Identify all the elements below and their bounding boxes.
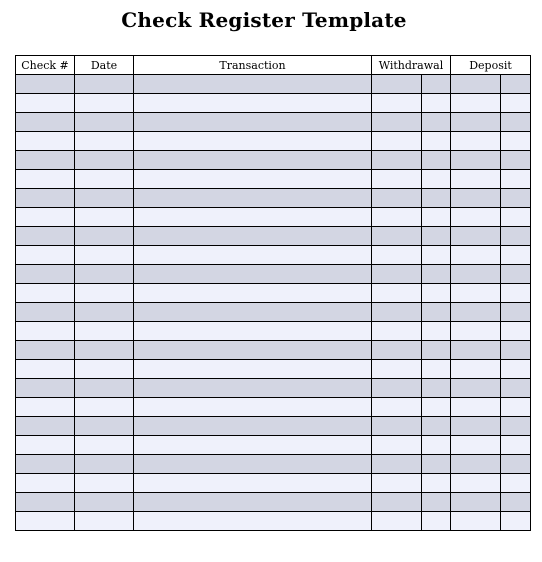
column-header-withdrawal: Withdrawal xyxy=(372,56,451,75)
date-cell[interactable] xyxy=(75,436,134,455)
date-cell[interactable] xyxy=(75,455,134,474)
withdrawal-dollars-cell[interactable] xyxy=(372,341,422,360)
withdrawal-dollars-cell[interactable] xyxy=(372,493,422,512)
transaction-cell[interactable] xyxy=(134,455,372,474)
transaction-cell[interactable] xyxy=(134,417,372,436)
table-row xyxy=(16,189,531,208)
withdrawal-dollars-cell[interactable] xyxy=(372,284,422,303)
deposit-dollars-cell[interactable] xyxy=(451,455,501,474)
column-header-deposit: Deposit xyxy=(451,56,531,75)
date-cell[interactable] xyxy=(75,398,134,417)
withdrawal-dollars-cell[interactable] xyxy=(372,246,422,265)
withdrawal-dollars-cell[interactable] xyxy=(372,132,422,151)
check-number-cell[interactable] xyxy=(16,341,75,360)
deposit-dollars-cell[interactable] xyxy=(451,322,501,341)
deposit-dollars-cell[interactable] xyxy=(451,341,501,360)
withdrawal-cents-cell[interactable] xyxy=(422,132,451,151)
withdrawal-dollars-cell[interactable] xyxy=(372,398,422,417)
withdrawal-cents-cell[interactable] xyxy=(422,455,451,474)
deposit-cents-cell[interactable] xyxy=(501,341,531,360)
check-number-cell[interactable] xyxy=(16,208,75,227)
date-cell[interactable] xyxy=(75,379,134,398)
check-number-cell[interactable] xyxy=(16,436,75,455)
withdrawal-cents-cell[interactable] xyxy=(422,94,451,113)
transaction-cell[interactable] xyxy=(134,208,372,227)
deposit-cents-cell[interactable] xyxy=(501,151,531,170)
deposit-cents-cell[interactable] xyxy=(501,436,531,455)
withdrawal-dollars-cell[interactable] xyxy=(372,455,422,474)
withdrawal-cents-cell[interactable] xyxy=(422,303,451,322)
transaction-cell[interactable] xyxy=(134,284,372,303)
deposit-dollars-cell[interactable] xyxy=(451,170,501,189)
table-row xyxy=(16,170,531,189)
transaction-cell[interactable] xyxy=(134,436,372,455)
withdrawal-cents-cell[interactable] xyxy=(422,512,451,531)
transaction-cell[interactable] xyxy=(134,379,372,398)
withdrawal-cents-cell[interactable] xyxy=(422,284,451,303)
check-number-cell[interactable] xyxy=(16,303,75,322)
table-row xyxy=(16,341,531,360)
date-cell[interactable] xyxy=(75,417,134,436)
date-cell[interactable] xyxy=(75,322,134,341)
check-number-cell[interactable] xyxy=(16,189,75,208)
check-number-cell[interactable] xyxy=(16,227,75,246)
deposit-cents-cell[interactable] xyxy=(501,265,531,284)
table-row xyxy=(16,417,531,436)
check-number-cell[interactable] xyxy=(16,151,75,170)
withdrawal-cents-cell[interactable] xyxy=(422,398,451,417)
withdrawal-cents-cell[interactable] xyxy=(422,246,451,265)
check-number-cell[interactable] xyxy=(16,474,75,493)
deposit-dollars-cell[interactable] xyxy=(451,436,501,455)
withdrawal-dollars-cell[interactable] xyxy=(372,170,422,189)
page-title: Check Register Template xyxy=(121,8,407,32)
deposit-dollars-cell[interactable] xyxy=(451,189,501,208)
deposit-cents-cell[interactable] xyxy=(501,398,531,417)
transaction-cell[interactable] xyxy=(134,227,372,246)
withdrawal-cents-cell[interactable] xyxy=(422,208,451,227)
date-cell[interactable] xyxy=(75,512,134,531)
withdrawal-cents-cell[interactable] xyxy=(422,360,451,379)
date-cell[interactable] xyxy=(75,227,134,246)
deposit-dollars-cell[interactable] xyxy=(451,398,501,417)
withdrawal-dollars-cell[interactable] xyxy=(372,208,422,227)
deposit-dollars-cell[interactable] xyxy=(451,284,501,303)
date-cell[interactable] xyxy=(75,170,134,189)
register-body xyxy=(16,75,531,531)
transaction-cell[interactable] xyxy=(134,341,372,360)
transaction-cell[interactable] xyxy=(134,474,372,493)
check-number-cell[interactable] xyxy=(16,284,75,303)
table-row xyxy=(16,284,531,303)
table-row xyxy=(16,208,531,227)
deposit-cents-cell[interactable] xyxy=(501,417,531,436)
transaction-cell[interactable] xyxy=(134,360,372,379)
date-cell[interactable] xyxy=(75,246,134,265)
withdrawal-cents-cell[interactable] xyxy=(422,189,451,208)
table-row xyxy=(16,227,531,246)
check-number-cell[interactable] xyxy=(16,455,75,474)
deposit-dollars-cell[interactable] xyxy=(451,512,501,531)
date-cell[interactable] xyxy=(75,132,134,151)
deposit-cents-cell[interactable] xyxy=(501,75,531,94)
table-row xyxy=(16,512,531,531)
deposit-dollars-cell[interactable] xyxy=(451,246,501,265)
withdrawal-dollars-cell[interactable] xyxy=(372,189,422,208)
table-row xyxy=(16,113,531,132)
transaction-cell[interactable] xyxy=(134,322,372,341)
date-cell[interactable] xyxy=(75,284,134,303)
date-cell[interactable] xyxy=(75,341,134,360)
deposit-cents-cell[interactable] xyxy=(501,113,531,132)
table-row xyxy=(16,322,531,341)
transaction-cell[interactable] xyxy=(134,75,372,94)
withdrawal-cents-cell[interactable] xyxy=(422,436,451,455)
table-row xyxy=(16,94,531,113)
check-register-table xyxy=(15,55,531,531)
table-row xyxy=(16,303,531,322)
table-row xyxy=(16,455,531,474)
date-cell[interactable] xyxy=(75,265,134,284)
check-number-cell[interactable] xyxy=(16,379,75,398)
deposit-dollars-cell[interactable] xyxy=(451,208,501,227)
column-header-check: Check # xyxy=(16,56,75,75)
transaction-cell[interactable] xyxy=(134,151,372,170)
withdrawal-dollars-cell[interactable] xyxy=(372,512,422,531)
withdrawal-cents-cell[interactable] xyxy=(422,493,451,512)
date-cell[interactable] xyxy=(75,493,134,512)
deposit-dollars-cell[interactable] xyxy=(451,227,501,246)
transaction-cell[interactable] xyxy=(134,265,372,284)
column-header-transaction: Transaction xyxy=(134,56,372,75)
deposit-dollars-cell[interactable] xyxy=(451,379,501,398)
withdrawal-dollars-cell[interactable] xyxy=(372,436,422,455)
withdrawal-dollars-cell[interactable] xyxy=(372,151,422,170)
date-cell[interactable] xyxy=(75,94,134,113)
table-row xyxy=(16,360,531,379)
check-number-cell[interactable] xyxy=(16,132,75,151)
withdrawal-dollars-cell[interactable] xyxy=(372,379,422,398)
deposit-cents-cell[interactable] xyxy=(501,493,531,512)
withdrawal-dollars-cell[interactable] xyxy=(372,227,422,246)
check-number-cell[interactable] xyxy=(16,398,75,417)
date-cell[interactable] xyxy=(75,113,134,132)
deposit-dollars-cell[interactable] xyxy=(451,417,501,436)
withdrawal-cents-cell[interactable] xyxy=(422,265,451,284)
withdrawal-dollars-cell[interactable] xyxy=(372,417,422,436)
table-row xyxy=(16,132,531,151)
date-cell[interactable] xyxy=(75,75,134,94)
withdrawal-dollars-cell[interactable] xyxy=(372,474,422,493)
check-number-cell[interactable] xyxy=(16,360,75,379)
check-number-cell[interactable] xyxy=(16,512,75,531)
transaction-cell[interactable] xyxy=(134,94,372,113)
deposit-cents-cell[interactable] xyxy=(501,284,531,303)
deposit-cents-cell[interactable] xyxy=(501,360,531,379)
table-row xyxy=(16,379,531,398)
date-cell[interactable] xyxy=(75,474,134,493)
check-number-cell[interactable] xyxy=(16,94,75,113)
date-cell[interactable] xyxy=(75,151,134,170)
transaction-cell[interactable] xyxy=(134,113,372,132)
deposit-dollars-cell[interactable] xyxy=(451,94,501,113)
transaction-cell[interactable] xyxy=(134,512,372,531)
deposit-dollars-cell[interactable] xyxy=(451,474,501,493)
date-cell[interactable] xyxy=(75,189,134,208)
transaction-cell[interactable] xyxy=(134,246,372,265)
table-row xyxy=(16,265,531,284)
check-number-cell[interactable] xyxy=(16,113,75,132)
table-row xyxy=(16,151,531,170)
check-number-cell[interactable] xyxy=(16,322,75,341)
date-cell[interactable] xyxy=(75,303,134,322)
deposit-cents-cell[interactable] xyxy=(501,474,531,493)
deposit-cents-cell[interactable] xyxy=(501,303,531,322)
withdrawal-dollars-cell[interactable] xyxy=(372,113,422,132)
withdrawal-dollars-cell[interactable] xyxy=(372,75,422,94)
header-row xyxy=(16,56,531,75)
transaction-cell[interactable] xyxy=(134,170,372,189)
check-number-cell[interactable] xyxy=(16,265,75,284)
withdrawal-cents-cell[interactable] xyxy=(422,227,451,246)
table-row xyxy=(16,398,531,417)
withdrawal-cents-cell[interactable] xyxy=(422,417,451,436)
withdrawal-cents-cell[interactable] xyxy=(422,113,451,132)
withdrawal-cents-cell[interactable] xyxy=(422,151,451,170)
check-number-cell[interactable] xyxy=(16,417,75,436)
withdrawal-dollars-cell[interactable] xyxy=(372,94,422,113)
check-number-cell[interactable] xyxy=(16,75,75,94)
table-row xyxy=(16,493,531,512)
deposit-cents-cell[interactable] xyxy=(501,246,531,265)
withdrawal-dollars-cell[interactable] xyxy=(372,303,422,322)
withdrawal-cents-cell[interactable] xyxy=(422,75,451,94)
deposit-cents-cell[interactable] xyxy=(501,379,531,398)
deposit-cents-cell[interactable] xyxy=(501,189,531,208)
deposit-dollars-cell[interactable] xyxy=(451,132,501,151)
column-header-date: Date xyxy=(75,56,134,75)
transaction-cell[interactable] xyxy=(134,189,372,208)
withdrawal-dollars-cell[interactable] xyxy=(372,322,422,341)
check-number-cell[interactable] xyxy=(16,246,75,265)
deposit-cents-cell[interactable] xyxy=(501,512,531,531)
deposit-dollars-cell[interactable] xyxy=(451,303,501,322)
deposit-cents-cell[interactable] xyxy=(501,170,531,189)
table-row xyxy=(16,246,531,265)
table-row xyxy=(16,75,531,94)
table-row xyxy=(16,474,531,493)
deposit-dollars-cell[interactable] xyxy=(451,265,501,284)
withdrawal-cents-cell[interactable] xyxy=(422,170,451,189)
deposit-cents-cell[interactable] xyxy=(501,94,531,113)
withdrawal-cents-cell[interactable] xyxy=(422,341,451,360)
date-cell[interactable] xyxy=(75,360,134,379)
deposit-cents-cell[interactable] xyxy=(501,208,531,227)
deposit-cents-cell[interactable] xyxy=(501,132,531,151)
withdrawal-cents-cell[interactable] xyxy=(422,379,451,398)
check-number-cell[interactable] xyxy=(16,493,75,512)
deposit-cents-cell[interactable] xyxy=(501,455,531,474)
table-row xyxy=(16,436,531,455)
withdrawal-dollars-cell[interactable] xyxy=(372,360,422,379)
deposit-cents-cell[interactable] xyxy=(501,322,531,341)
check-number-cell[interactable] xyxy=(16,170,75,189)
withdrawal-dollars-cell[interactable] xyxy=(372,265,422,284)
withdrawal-cents-cell[interactable] xyxy=(422,322,451,341)
transaction-cell[interactable] xyxy=(134,132,372,151)
date-cell[interactable] xyxy=(75,208,134,227)
deposit-dollars-cell[interactable] xyxy=(451,360,501,379)
transaction-cell[interactable] xyxy=(134,303,372,322)
transaction-cell[interactable] xyxy=(134,493,372,512)
deposit-dollars-cell[interactable] xyxy=(451,493,501,512)
deposit-dollars-cell[interactable] xyxy=(451,113,501,132)
withdrawal-cents-cell[interactable] xyxy=(422,474,451,493)
deposit-cents-cell[interactable] xyxy=(501,227,531,246)
transaction-cell[interactable] xyxy=(134,398,372,417)
deposit-dollars-cell[interactable] xyxy=(451,75,501,94)
deposit-dollars-cell[interactable] xyxy=(451,151,501,170)
